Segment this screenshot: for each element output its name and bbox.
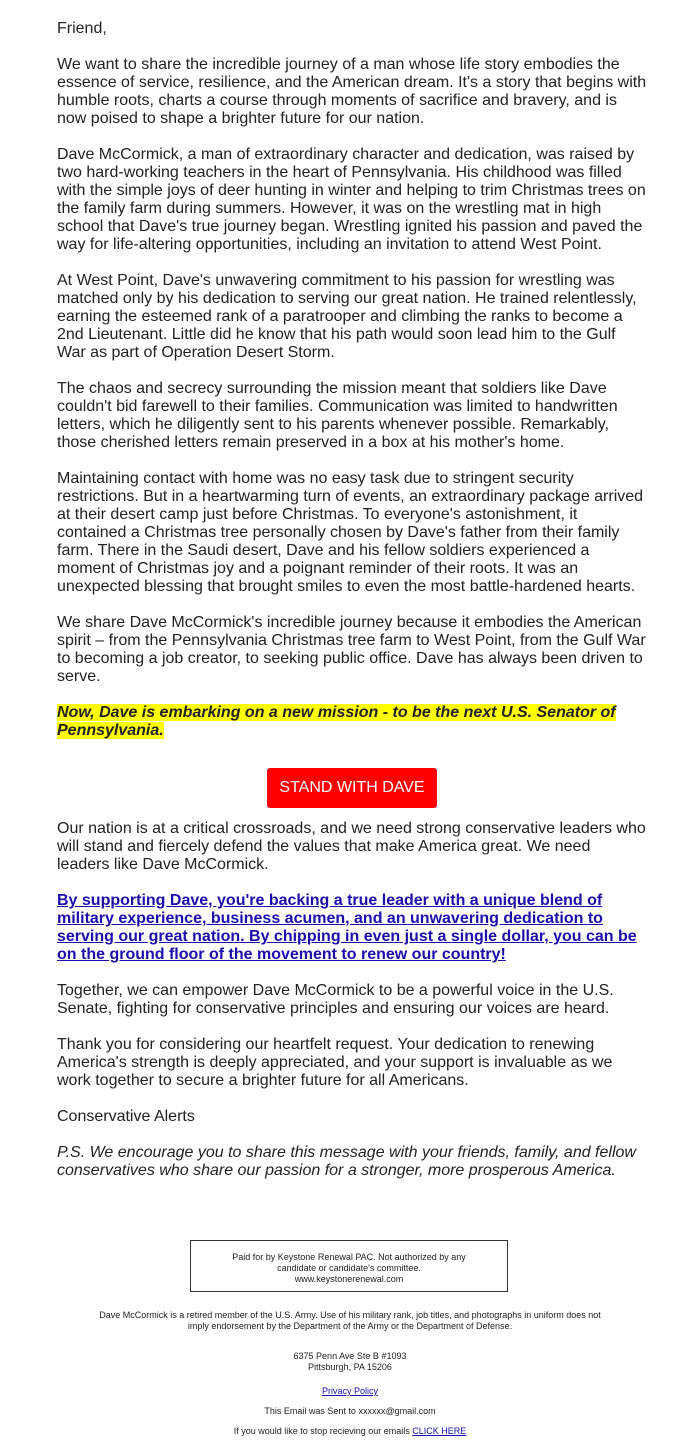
support-paragraph	[57, 892, 647, 964]
highlight-paragraph	[57, 704, 647, 740]
email-body	[57, 20, 647, 1198]
paid-for-box	[190, 1240, 508, 1292]
paragraph-crossroads: Our nation is at a critical crossroads, and we need strong conservative leaders who will stand and fiercely defend the values that make America great. We need leaders like Dave McCormick.	[57, 820, 646, 873]
paragraph-childhood: Dave McCormick, a man of extraordinary character and dedication, was raised by two hard-working teachers in the heart of Pennsylvania. His childhood was filled with the simple joys of deer hunting in winter and helping to trim Christmas trees on the family farm during summers. However, it was on the wrestling mat in high school that Dave's true journey began. Wrestling ignited his passion and paved the way for life-altering opportunities, including an invitation to attend West Point.	[57, 146, 646, 253]
paragraph-west-point: At West Point, Dave's unwavering commitment to his passion for wrestling was matched only by his dedication to serving our great nation. He trained relentlessly, earning the esteemed rank of a paratrooper and climbing the ranks to become a 2nd Lieutenant. Little did he know that his path would soon lead him to the Gulf War as part of Operation Desert Storm.	[57, 272, 637, 361]
paragraph-intro: We want to share the incredible journey of a man whose life story embodies the essence of service, resilience, and the American dream. It's a story that begins with humble roots, charts a course through moments of sacrifice and bravery, and is now poised to shape a brighter future for our nation.	[57, 56, 647, 127]
sent-to-line: This Email was Sent to xxxxxx@gmail.com	[264, 1406, 436, 1416]
address-line-1: 6375 Penn Ave Ste B #1093	[293, 1351, 407, 1361]
paid-line-2: candidate or candidate's committee.	[277, 1263, 421, 1273]
unsubscribe-text: If you would like to stop recieving our emails	[233, 1426, 413, 1436]
mailing-address	[0, 1351, 700, 1373]
cta-container	[57, 768, 647, 808]
support-donate-link[interactable]: By supporting Dave, you're backing a true leader with a unique blend of military experience, business acumen, and an unwavering dedication to serving our great nation. By chipping in even just a single dollar, you can be on the ground floor of the movement to renew our country!	[57, 892, 637, 963]
greeting: Friend,	[57, 20, 107, 37]
disclaimer-line-1: Dave McCormick is a retired member of the U.S. Army. Use of his military rank, job titles, and photographs in uniform does not	[99, 1310, 601, 1320]
paragraph-together: Together, we can empower Dave McCormick to be a powerful voice in the U.S. Senate, fighting for conservative principles and ensuring our voices are heard.	[57, 982, 614, 1017]
paid-line-3: www.keystonerenewal.com	[294, 1274, 404, 1284]
disclaimer-line-2: imply endorsement by the Department of the Army or the Department of Defense.	[187, 1321, 513, 1331]
privacy-policy-link[interactable]: Privacy Policy	[321, 1386, 378, 1396]
address-line-2: Pittsburgh, PA 15206	[308, 1362, 392, 1372]
paid-line-1: Paid for by Keystone Renewal PAC. Not authorized by any	[232, 1252, 466, 1262]
military-disclaimer	[0, 1310, 700, 1332]
paragraph-thanks: Thank you for considering our heartfelt request. Your dedication to renewing America's strength is deeply appreciated, and your support is invaluable as we work together to secure a brighter future for all Americans.	[57, 1036, 613, 1089]
highlight-text: Now, Dave is embarking on a new mission - to be the next U.S. Senator of Pennsylvania.	[57, 704, 616, 739]
signature: Conservative Alerts	[57, 1108, 195, 1125]
postscript: P.S. We encourage you to share this message with your friends, family, and fellow conservatives who share our passion for a stronger, more prosperous America.	[57, 1144, 636, 1179]
paragraph-journey: We share Dave McCormick's incredible journey because it embodies the American spirit – from the Pennsylvania Christmas tree farm to West Point, from the Gulf War to becoming a job creator, to seeking public office. Dave has always been driven to serve.	[57, 614, 646, 685]
unsubscribe-row	[0, 1426, 700, 1437]
unsubscribe-link[interactable]: CLICK HERE	[412, 1426, 467, 1436]
privacy-row	[0, 1386, 700, 1397]
paragraph-letters: The chaos and secrecy surrounding the mission meant that soldiers like Dave couldn't bid farewell to their families. Communication was limited to handwritten letters, which he diligently sent to his parents whenever possible. Remarkably, those cherished letters remain preserved in a box at his mother's home.	[57, 380, 618, 451]
paragraph-christmas-tree: Maintaining contact with home was no easy task due to stringent security restrictions. But in a heartwarming turn of events, an extraordinary package arrived at their desert camp just before Christmas. To everyone's astonishment, it contained a Christmas tree personally chosen by Dave's father from their family farm. There in the Saudi desert, Dave and his fellow soldiers experienced a moment of Christmas joy and a poignant reminder of their roots. It was an unexpected blessing that brought smiles to even the most battle-hardened hearts.	[57, 470, 644, 595]
stand-with-dave-button[interactable]: STAND WITH DAVE	[267, 768, 436, 808]
